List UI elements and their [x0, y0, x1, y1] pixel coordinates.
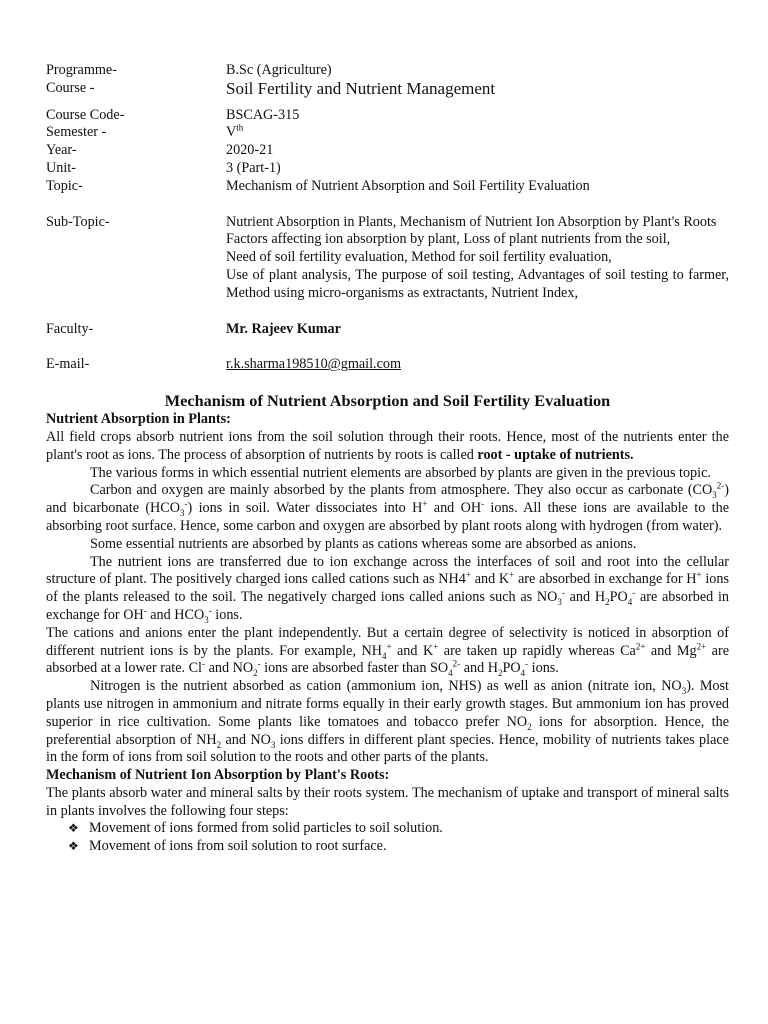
unit-label: Unit- — [46, 159, 76, 176]
subtopic-line: Nutrient Absorption in Plants, Mechanism of Nutrient Ion Absorption by Plant's Roots — [226, 213, 717, 230]
meta-email — [46, 356, 729, 374]
meta-unit — [46, 160, 729, 178]
email-link[interactable]: r.k.sharma198510@gmail.com — [226, 356, 402, 373]
programme-value: B.Sc (Agriculture) — [226, 62, 332, 78]
semester-number: V — [226, 124, 237, 141]
diamond-bullet-icon: ❖ — [68, 821, 79, 836]
faculty-label: Faculty- — [46, 320, 94, 337]
meta-year — [46, 142, 729, 160]
paragraph-selectivity: The cations and anions enter the plant independently. But a certain degree of selectivity is noticed in absorption of different nutrient ions is by the plants. For example, $NH_4^+$ and K+ are taken up rapidly whereas $Ca^{2+}$ and $Mg^{2+}$ are absorbed at a lower rate. Cl- and $NO_2^-$ ions are absorbed faster than $SO_4^{2-}$ and $H_2PO_4^-$ ions. — [46, 624, 729, 679]
meta-faculty — [46, 321, 729, 339]
paragraph-ion-exchange: The nutrient ions are transferred due to ion exchange across the interfaces of soil and root into the cellular structure of plant. The positively charged ions called cations such as NH4+ and K+ are absorbed in exchange for H+ ions of the plants released to the soil. The negatively charged ions called anions such as $NO_3^-$ and $H_2PO_4^-$ are absorbed in exchange for OH- and $HCO_3^-$ ions. — [46, 553, 730, 625]
meta-course — [46, 80, 729, 98]
paragraph-mechanism-intro: The plants absorb water and mineral salts by their roots system. The mechanism of uptake and transport of mineral salts in plants involves the following four steps: — [46, 784, 729, 819]
course-code-value: BSCAG-315 — [226, 106, 300, 123]
topic-value: Mechanism of Nutrient Absorption and Soil Fertility Evaluation — [226, 177, 590, 194]
meta-course-code — [46, 107, 729, 125]
year-value: 2020-21 — [226, 142, 274, 159]
course-value: Soil Fertility and Nutrient Management — [226, 78, 496, 98]
document-title: Mechanism of Nutrient Absorption and Soil Fertility Evaluation — [164, 391, 611, 411]
section-heading-mechanism: Mechanism of Nutrient Ion Absorption by Plant's Roots: — [46, 767, 390, 784]
semester-value — [226, 124, 729, 142]
semester-label: Semester - — [46, 124, 107, 141]
list-item — [68, 820, 729, 838]
subtopic-line: Factors affecting ion absorption by plant, Loss of plant nutrients from the soil, — [226, 231, 671, 248]
section-heading-nutrient-absorption: Nutrient Absorption in Plants: — [46, 411, 231, 428]
document-page — [46, 62, 729, 856]
subtopic-line: Need of soil fertility evaluation, Method for soil fertility evaluation, — [226, 249, 612, 266]
paragraph-cations-anions: Some essential nutrients are absorbed by plants as cations whereas some are absorbed as anions. — [90, 535, 637, 552]
step-text: Movement of ions formed from solid particles to soil solution. — [89, 820, 443, 837]
paragraph-root-uptake: All field crops absorb nutrient ions from the soil solution through their roots. Hence, most of the nutrients enter the plant's root as ions. The process of absorption of nutrients by roots is called root - uptake of nutrients. — [46, 428, 729, 463]
meta-semester — [46, 124, 729, 142]
list-item — [68, 838, 729, 856]
paragraph-forms: The various forms in which essential nutrient elements are absorbed by plants are given in the previous topic. — [90, 464, 711, 481]
course-label: Course - — [46, 79, 95, 96]
subtopic-line: Use of plant analysis, The purpose of soil testing, Advantages of soil testing to farmer, Method using micro-organisms as extractants, Nutrient Index, — [226, 266, 729, 301]
steps-list — [46, 820, 729, 856]
year-label: Year- — [46, 142, 77, 159]
meta-programme — [46, 62, 729, 80]
paragraph-nitrogen: Nitrogen is the nutrient absorbed as cation (ammonium ion, NHS) as well as anion (nitrate ion, $NO_3$). Most plants use nitrogen in ammonium and nitrate forms equally in their early growth stages. But ammonium ion has proved superior in rice cultivation. Some plants like tomatoes and tobacco prefer $NO_2$ ions for absorption. Hence, the preferential absorption of $NH_2$ and $NO_3$ ions differs in different plant species. Hence, mobility of nutrients takes place in the form of ions from soil solution to the roots and other parts of the plants. — [46, 678, 730, 766]
paragraph-carbon-oxygen: Carbon and oxygen are mainly absorbed by the plants from atmosphere. They also occur as carbonate $(CO_3^{2-})$ and bicarbonate $(HCO_3^-)$ ions in soil. Water dissociates into H+ and OH- ions. All these ions are available to the absorbing root surface. Hence, some carbon and oxygen are absorbed by plant roots along with hydrogen (from water). — [46, 480, 730, 534]
email-label: E-mail- — [46, 356, 90, 373]
unit-value: 3 (Part-1) — [226, 159, 281, 176]
subtopic-label: Sub-Topic- — [46, 213, 110, 230]
step-text: Movement of ions from soil solution to root surface. — [89, 838, 387, 855]
subtopic-value — [226, 214, 729, 303]
programme-label: Programme- — [46, 62, 117, 78]
topic-label: Topic- — [46, 177, 83, 194]
meta-subtopic — [46, 214, 729, 303]
course-code-label: Course Code- — [46, 106, 125, 123]
meta-topic — [46, 178, 729, 196]
faculty-value: Mr. Rajeev Kumar — [226, 320, 341, 337]
root-uptake-term: root - uptake of nutrients. — [477, 446, 634, 463]
semester-suffix: th — [236, 122, 244, 133]
diamond-bullet-icon: ❖ — [68, 839, 79, 854]
